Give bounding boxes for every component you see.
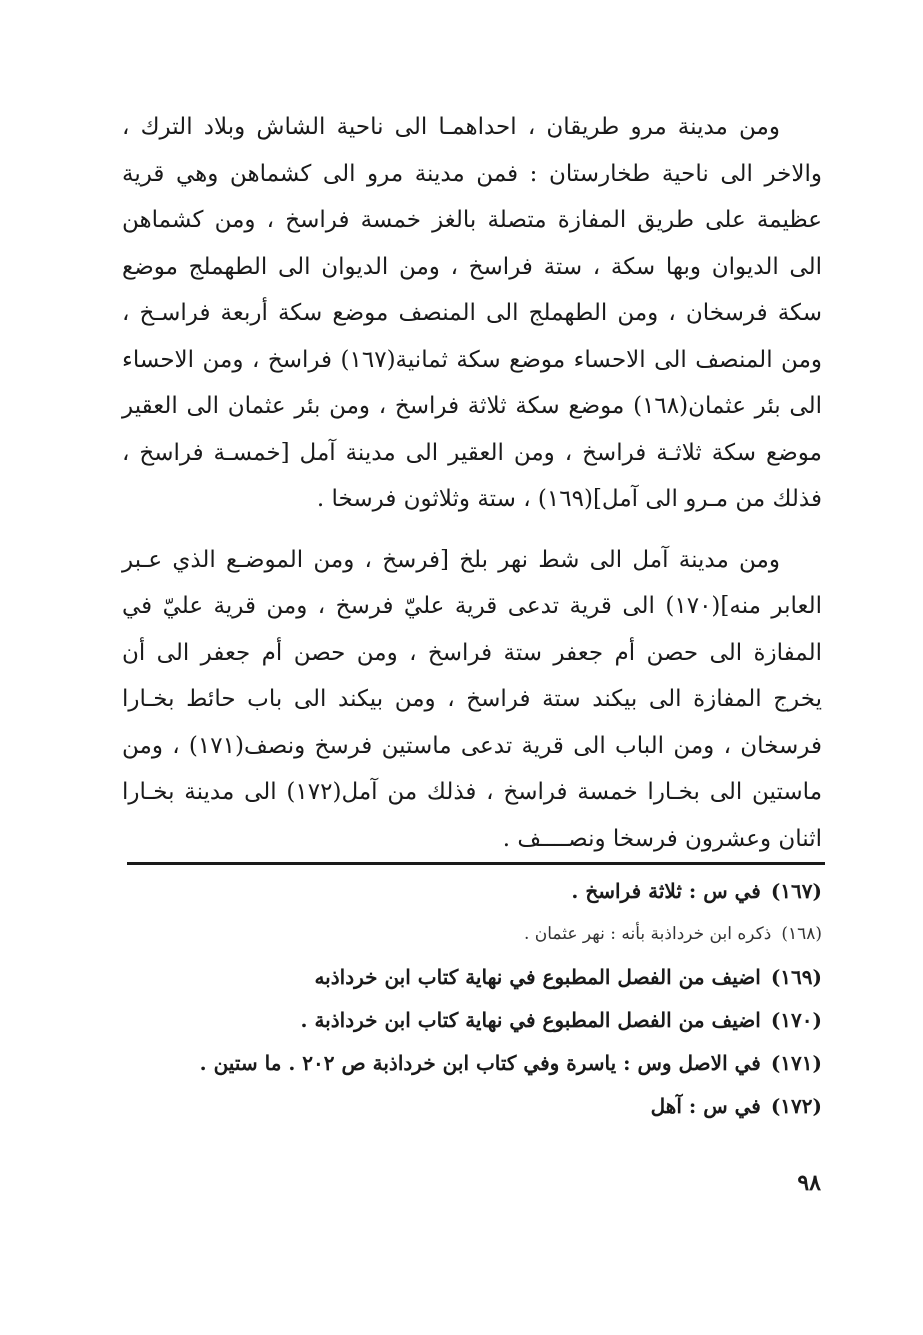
footnote-divider [127,862,825,865]
footnote-167 [122,876,822,906]
footnote-number: (١٦٨) [781,924,822,944]
footnotes-list [122,876,822,1134]
footnote-168 [122,919,822,949]
footnote-172 [122,1091,822,1121]
footnote-number: (١٧٠) [770,1008,822,1032]
paragraph-1: ومن مدينة مرو طريقان ، احداهمـا الى ناحية الشاش وبلاد الترك ، والاخر الى ناحية طخارستان : فمن مدينة مرو الى كشماهن وهي قرية عظيمة على طريق المفازة متصلة بالغز خمسة فراسخ ، ومن كشماهن الى الديوان وبها سكة ، ستة فراسخ ، ومن الديوان الى الطهملج موضع سكة فرسخان ، ومن الطهملج الى المنصف موضع سكة أربعة فراسـخ ، ومن المنصف الى الاحساء موضع سكة ثمانية(١٦٧) فراسخ ، ومن الاحساء الى بئر عثمان(١٦٨) موضع سكة ثلاثة فراسخ ، ومن بئر عثمان الى العقير موضع سكة ثلاثـة فراسخ ، ومن العقير الى مدينة آمل [خمسـة فراسخ ، فذلك من مـرو الى آمل](١٦٩) ، ستة وثلاثون فرسخا . [122,114,822,512]
paragraph-2: ومن مدينة آمل الى شط نهر بلخ [فرسخ ، ومن الموضـع الذي عـبر العابر منه](١٧٠) الى قرية تدعى قرية عليّ فرسخ ، ومن قرية عليّ في المفازة الى حصن أم جعفر ستة فراسخ ، ومن حصن أم جعفر الى أن يخرج المفازة الى بيكند ستة فراسخ ، ومن بيكند الى باب حائط بخـارا فرسخان ، ومن الباب الى قرية تدعى ماستين فرسخ ونصف(١٧١) ، ومن ماستين الى بخـارا خمسة فراسخ ، فذلك من آمل(١٧٢) الى مدينة بخـارا اثنان وعشرون فرسخا ونصــــف . [122,546,823,852]
footnote-number: (١٦٩) [770,965,822,989]
footnote-text: اضيف من الفصل المطبوع في نهاية كتاب ابن خرداذبة . [300,1008,761,1032]
footnote-171 [122,1048,822,1078]
footnote-number: (١٧٢) [770,1094,822,1118]
footnote-text: ذكره ابن خرداذبة بأنه : نهر عثمان . [523,924,772,944]
footnote-text: في س : ثلاثة فراسخ . [571,879,761,903]
main-text-body [122,104,822,862]
footnote-text: اضيف من الفصل المطبوع في نهاية كتاب ابن خرداذبه [314,965,761,989]
footnote-number: (١٦٧) [770,879,822,903]
page-number: ٩٨ [797,1170,821,1196]
footnote-text: في س : آهل [650,1094,761,1118]
footnote-169 [122,962,822,992]
footnote-text: في الاصل وس : ياسرة وفي كتاب ابن خرداذبة ص ٢٠٢ . ما ستين . [199,1051,761,1075]
footnote-170 [122,1005,822,1035]
footnote-number: (١٧١) [770,1051,822,1075]
